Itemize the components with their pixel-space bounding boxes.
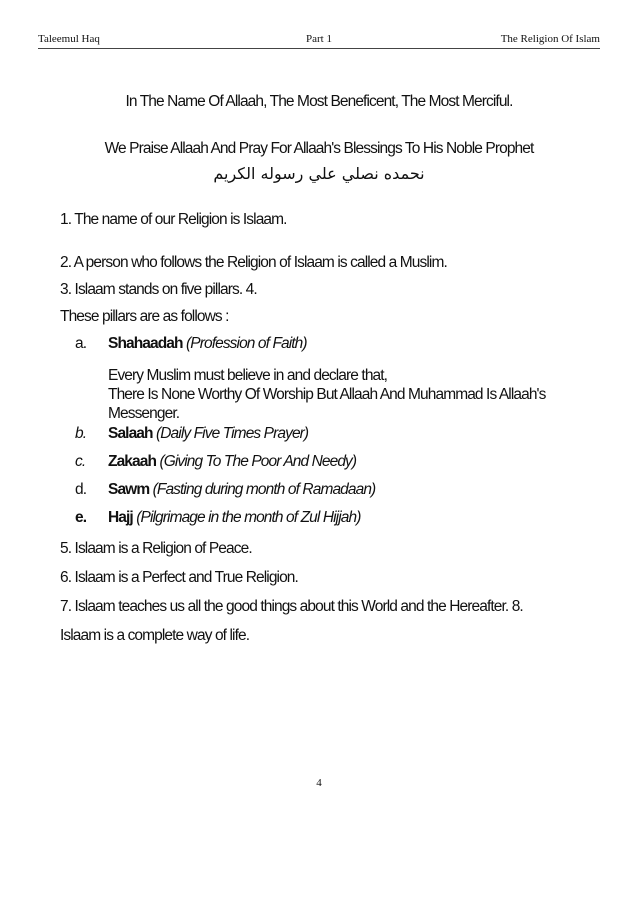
shahaadah-line-2: There Is None Worthy Of Worship But Allaah And Muhammad Is Allaah's xyxy=(108,386,546,403)
pillar-b-meaning: (Daily Five Times Prayer) xyxy=(156,425,309,442)
pillar-b-name: Salaah xyxy=(108,425,153,442)
shahaadah-line-1: Every Muslim must believe in and declare that, xyxy=(108,367,388,384)
line-8: Islaam is a complete way of life. xyxy=(60,627,250,644)
pillar-d-meaning: (Fasting during month of Ramadaan) xyxy=(152,481,376,498)
shahaadah-line-3: Messenger. xyxy=(108,405,180,422)
pillar-d xyxy=(108,481,375,499)
line-5: 5. Islaam is a Religion of Peace. xyxy=(60,540,252,557)
line-7: 7. Islaam teaches us all the good things about this World and the Hereafter. 8. xyxy=(60,598,523,615)
pillar-a xyxy=(108,335,307,353)
pillar-e-name: Hajj xyxy=(108,509,133,526)
pillar-a-name: Shahaadah xyxy=(108,335,183,352)
line-6: 6. Islaam is a Perfect and True Religion. xyxy=(60,569,298,586)
pillar-a-meaning: (Profession of Faith) xyxy=(186,335,307,352)
line-1: 1. The name of our Religion is Islaam. xyxy=(60,211,287,228)
pillar-d-label: d. xyxy=(75,481,87,498)
pillar-a-label: a. xyxy=(75,335,87,352)
pillar-e xyxy=(108,509,360,527)
pillar-d-name: Sawm xyxy=(108,481,150,498)
pillar-c-meaning: (Giving To The Poor And Needy) xyxy=(159,453,357,470)
pillar-b xyxy=(108,425,308,443)
pillar-b-label: b. xyxy=(75,425,87,442)
pillar-e-meaning: (Pilgrimage in the month of Zul Hijjah) xyxy=(136,509,361,526)
pillar-e-label: e. xyxy=(75,509,87,526)
header-right: The Religion Of Islam xyxy=(500,33,600,45)
header-left: Taleemul Haq xyxy=(38,33,100,45)
line-3: 3. Islaam stands on five pillars. 4. xyxy=(60,281,257,298)
page-number: 4 xyxy=(316,777,322,789)
header-center: Part 1 xyxy=(306,33,332,45)
arabic-line: نحمده نصلي علي رسوله الكريم xyxy=(213,164,425,183)
praise-line: We Praise Allaah And Pray For Allaah's Blessings To His Noble Prophet xyxy=(104,140,534,157)
line-4: These pillars are as follows : xyxy=(60,308,229,325)
pillar-c-label: c. xyxy=(75,453,86,470)
line-2: 2. A person who follows the Religion of Islaam is called a Muslim. xyxy=(60,254,447,271)
pillar-c-name: Zakaah xyxy=(108,453,157,470)
pillar-c xyxy=(108,453,356,471)
page-header xyxy=(38,32,600,49)
bismillah-line: In The Name Of Allaah, The Most Beneficent, The Most Merciful. xyxy=(125,93,513,110)
